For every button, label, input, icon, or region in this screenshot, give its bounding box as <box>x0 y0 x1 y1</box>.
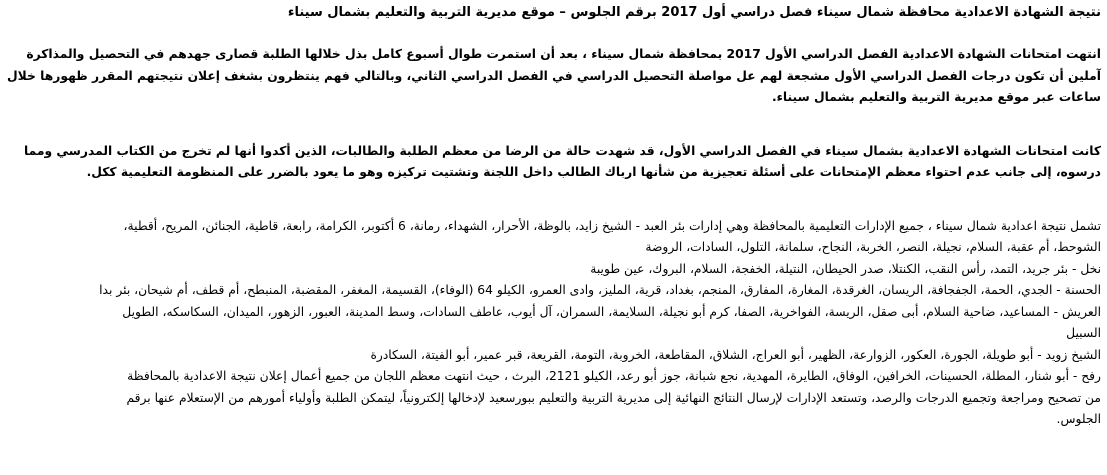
paragraph-administrations <box>6 216 1101 431</box>
article <box>6 0 1101 431</box>
spacer <box>6 184 1101 216</box>
administrations-line: نخل - بئر جريد، التمد، رأس النقب، الكنتلا، صدر الحيطان، النتيلة، الخفجة، السلام، البروك، عين طويبة <box>590 261 1101 276</box>
page-title: نتيجة الشهادة الاعدادية محافظة شمال سيناء فصل دراسي أول 2017 برقم الجلوس – موقع مديرية التربية والتعليم بشمال سيناء <box>287 5 1101 20</box>
administrations-line: السبيل <box>1066 326 1101 340</box>
administrations-line: رفح - أبو شنار، المطلة، الحسينات، الخرافين، الوفاق، الطايرة، المهدية، نجع شبانة، جوز أبو رعد، الكيلو 2121، البرث ، حيث انتهت معظم اللجان من جميع أعمال إعلان نتيجة الاعدادية بالمحافظة <box>127 369 1101 383</box>
administrations-line: العريش - المساعيد، ضاحية السلام، أبى صقل، الريسة، الفواخرية، الصفا، كرم أبو نجيلة، السلايمة، السمران، آل أيوب، عاطف السادات، وسط المدينة، العبور، الزهور، الميدان، السكاسكه، الطويل <box>122 304 1101 319</box>
paragraph-intro: انتهت امتحانات الشهادة الاعدادية الفصل الدراسي الأول 2017 بمحافظة شمال سيناء ، بعد أن استمرت طوال أسبوع كامل بذل خلالها الطلبة قصارى جهدهم في التحصيل والمذاكرة آملين أن تكون درجات الفصل الدراسي الأول مشجعة لهم عل مواصلة التحصيل الدراسي في الفصل الدراسي الثاني، وبالتالي فهم ينتظرون بشغف إعلان نتيجتهم المقرر ظهورها خلال ساعات عبر موقع مديرية التربية والتعليم بشمال سيناء. <box>6 47 1101 104</box>
administrations-line: الشيخ زويد - أبو طويلة، الجورة، العكور، الزوارعة، الظهير، أبو العراج، الشلاق، المقاطعة، الخروبة، التومة، القريعة، قبر عمير، أبو الفيتة، السكادرة <box>370 347 1101 362</box>
administrations-line: تشمل نتيجة اعدادية شمال سيناء ، جميع الإدارات التعليمية بالمحافظة وهي إدارات بئر العبد - الشيخ زايد، بالوظة، الأحرار، الشهداء، رمانة، 6 أكتوبر، الكرامة، رابعة، قاطية، الجنائن، المريح، أقطية، <box>123 218 1101 233</box>
administrations-line: من تصحيح ومراجعة وتجميع الدرجات والرصد، وتستعد الإدارات لإرسال النتائج النهائية إلى مديرية التربية والتعليم ببورسعيد لإدخالها إلكترونياً، ليتمكن الطلبة وأولياء أمورهم من الإستعلام عنها برقم <box>126 390 1101 405</box>
paragraph-exam-feedback: كانت امتحانات الشهادة الاعدادية بشمال سيناء في الفصل الدراسي الأول، قد شهدت حالة من الرضا من معظم الطلبة والطالبات، الذين أكدوا أنها لم تخرج من الكتاب المدرسي ومما درسوه، إلى جانب عدم احتواء معظم الإمتحانات على أسئلة تعجيزية من شأنها ارباك الطالب داخل اللجنة وتشتيت تركيزه وهو ما يعود بالضرر على المنظومة التعليمية ككل. <box>23 143 1101 179</box>
spacer <box>6 22 1101 44</box>
spacer <box>6 109 1101 141</box>
administrations-line: الحسنة - الجدي، الحمة، الجفجافة، الريسان، الغرقدة، المغارة، المفارق، المنجم، بغداد، قرية، المليز، وادى العمرو، الكيلو 64 (الوفاء)، القسيمة، المغفر، المقضبة، المنبطح، أم قطف، أم شيحان، بئر بدا <box>99 283 1101 297</box>
administrations-line: الجلوس. <box>1056 412 1101 426</box>
administrations-line: الشوحط، أم عقبة، السلام، نجيلة، النصر، الخربة، النجاح، سلمانة، التلول، السادات، الروضة <box>645 240 1101 254</box>
